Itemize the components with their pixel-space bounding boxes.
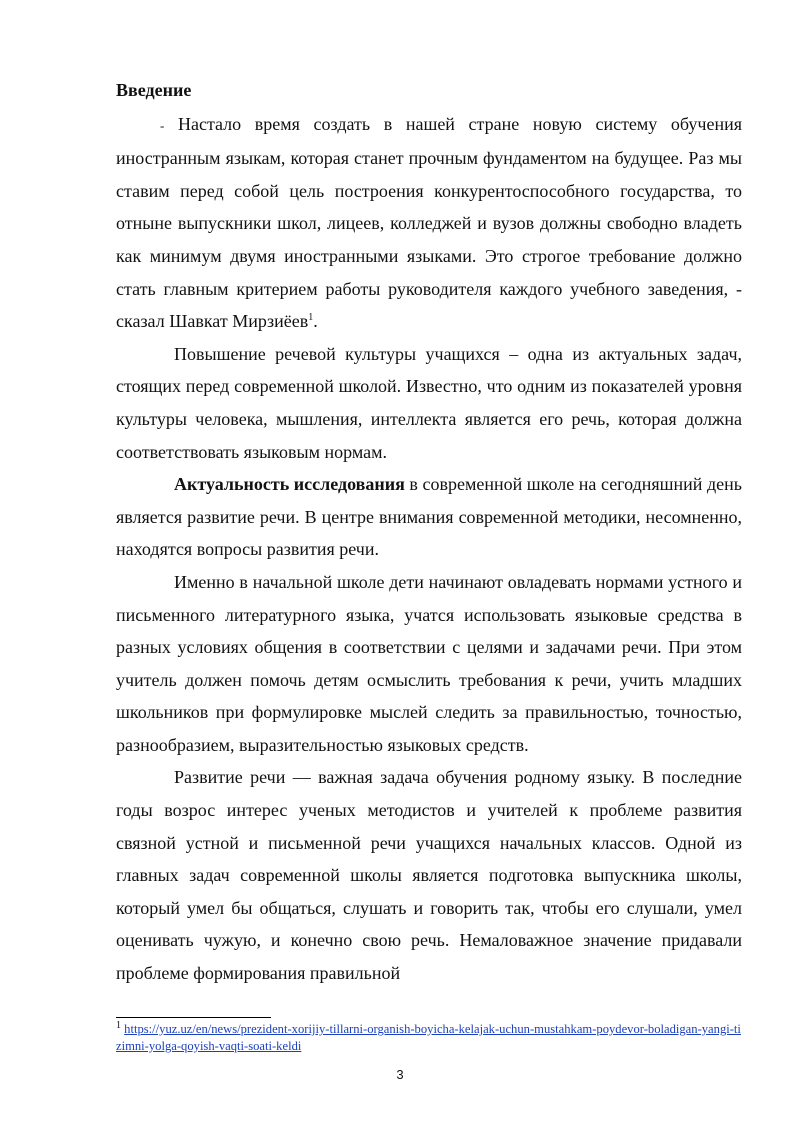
relevance-term: Актуальность исследования bbox=[174, 474, 405, 495]
page-number: 3 bbox=[396, 1067, 404, 1082]
section-heading: Введение bbox=[116, 80, 192, 100]
paragraph-speech-culture: Повышение речевой культуры учащихся – одна из актуальных задач, стоящих перед современной школой. Известно, что одним из показателей уровня культуры человека, мышления, интеллекта является его речь, которая должна соответствовать языковым нормам. bbox=[116, 343, 742, 462]
footnote-number: 1 bbox=[116, 1019, 121, 1031]
paragraph-primary-school: Именно в начальной школе дети начинают овладевать нормами устного и письменного литературного языка, учатся использовать языковые средства в разных условиях общения в соответствии с целями и задачами речи. При этом учитель должен помочь детям осмыслить требования к речи, учить младших школьников при формулировке мыслей следить за правильностью, точностью, разнообразием, выразительностью языковых средств. bbox=[116, 571, 742, 755]
footnote-reference[interactable]: 1 bbox=[308, 312, 314, 324]
body-text bbox=[116, 74, 742, 990]
leading-dash: - bbox=[160, 117, 165, 133]
paragraph-quote-text: Настало время создать в нашей стране новую систему обучения иностранным языкам, которая станет прочным фундаментом на будущее. Раз мы ставим перед собой цель построения конкурентоспособного государства, то отныне выпускники школ, лицеев, колледжей и вузов должны свободно владеть как минимум двумя иностранными языками. Это строгое требование должно стать главным критерием работы руководителя каждого учебного заведения, - сказал Шавкат Мирзиёев bbox=[116, 113, 742, 332]
footnote-separator bbox=[116, 1017, 271, 1018]
paragraph-speech-development: Развитие речи — важная задача обучения родному языку. В последние годы возрос интерес ученых методистов и учителей к проблеме развития связной устной и письменной речи учащихся начальных классов. Одной из главных задач современной школы является подготовка выпускника школы, который умел бы общаться, слушать и говорить так, чтобы его слушали, умел оценивать чужую, и конечно свою речь. Немаловажное значение придавали проблеме формирования правильной bbox=[116, 767, 742, 984]
paragraph-quote bbox=[116, 108, 742, 338]
paragraph-relevance-text: в современной школе на сегодняшний день является развитие речи. В центре внимания современной методики, несомненно, находятся вопросы развития речи. bbox=[116, 474, 742, 560]
paragraph-relevance bbox=[116, 468, 742, 566]
footnote bbox=[116, 1021, 742, 1055]
footnote-link[interactable]: https://yuz.uz/en/news/prezident-xorijiy-tillarni-organish-boyicha-kelajak-uchun-mustahkam-poydevor-boladigan-yangi-tizimni-yolga-qoyish-vaqti-soati-keldi bbox=[116, 1022, 741, 1053]
paragraph-quote-end: . bbox=[313, 311, 318, 332]
